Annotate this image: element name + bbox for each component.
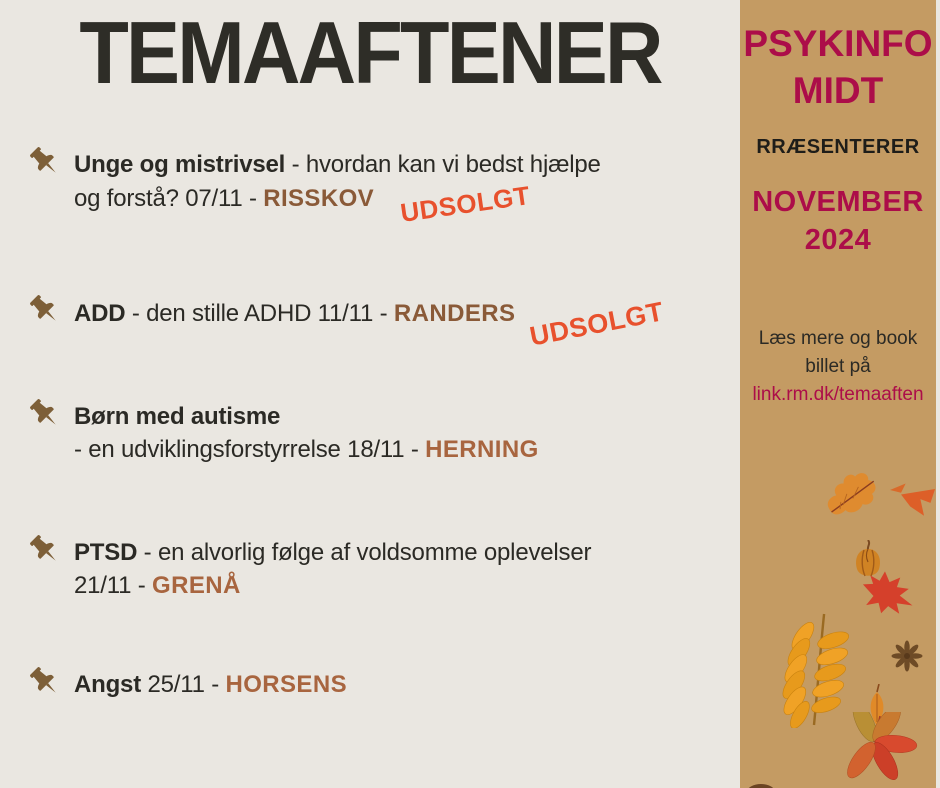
page-edge xyxy=(936,0,940,788)
soldout-stamp: UDSOLGT xyxy=(527,296,667,352)
brand-line2: MIDT xyxy=(792,70,884,111)
event-item-ptsd xyxy=(26,536,726,602)
year-label: 2024 xyxy=(804,224,872,256)
edge-leaf-fragment xyxy=(890,482,936,520)
event-date: 25/11 - xyxy=(141,671,226,698)
event-item-unge-og-mistrivsel xyxy=(26,148,726,228)
event-city: HERNING xyxy=(425,436,539,463)
booking-info xyxy=(740,325,936,409)
event-description: - en alvorlig følge af voldsomme oplevelser xyxy=(137,539,592,566)
event-item-angst xyxy=(26,668,726,701)
cta-line2: billet på xyxy=(805,356,871,377)
event-topic: Angst xyxy=(74,671,141,698)
presents-label: RRÆSENTERER xyxy=(756,136,920,158)
event-city: GRENÅ xyxy=(152,572,241,599)
event-description: - hvordan kan vi bedst hjælpe xyxy=(285,151,601,178)
event-topic: Unge og mistrivsel xyxy=(74,151,286,178)
month-label: NOVEMBER xyxy=(752,186,924,218)
event-text xyxy=(74,668,347,701)
sidebar xyxy=(740,0,936,788)
month-year xyxy=(740,183,936,259)
pushpin-icon xyxy=(26,143,64,181)
event-text xyxy=(74,400,539,466)
soldout-stamp: UDSOLGT xyxy=(398,180,533,228)
brand-line1: PSYKINFO xyxy=(743,23,933,64)
event-topic: PTSD xyxy=(74,539,138,566)
rowan-leaf xyxy=(768,612,860,728)
event-description: - den stille ADHD 11/11 - xyxy=(125,300,394,327)
event-city: RANDERS xyxy=(393,300,516,327)
oak-leaf xyxy=(822,466,884,520)
pushpin-icon xyxy=(26,395,64,433)
event-description: - en udviklingsforstyrrelse 18/11 - xyxy=(74,436,426,463)
event-date: 21/11 - xyxy=(74,572,153,599)
maple-leaf xyxy=(858,570,918,616)
page-title: TEMAAFTENER xyxy=(79,3,661,102)
event-date: og forstå? 07/11 - xyxy=(74,185,264,212)
event-text xyxy=(74,148,601,228)
star-anise xyxy=(890,640,924,672)
event-topic: Børn med autisme xyxy=(74,403,281,430)
creeper-leaf xyxy=(826,712,921,788)
leaf-sliver xyxy=(746,780,776,788)
event-text xyxy=(74,296,667,352)
event-city: RISSKOV xyxy=(263,185,375,212)
pushpin-icon xyxy=(26,663,64,701)
cta-line1: Læs mere og book xyxy=(758,328,918,349)
pushpin-icon xyxy=(26,531,64,569)
event-text xyxy=(74,536,591,602)
event-topic: ADD xyxy=(74,300,126,327)
booking-link: link.rm.dk/temaaften xyxy=(752,384,924,405)
event-city: HORSENS xyxy=(225,671,347,698)
event-item-add xyxy=(26,296,726,352)
brand-name xyxy=(740,20,936,114)
pushpin-icon xyxy=(26,291,64,329)
event-item-born-med-autisme xyxy=(26,400,726,466)
